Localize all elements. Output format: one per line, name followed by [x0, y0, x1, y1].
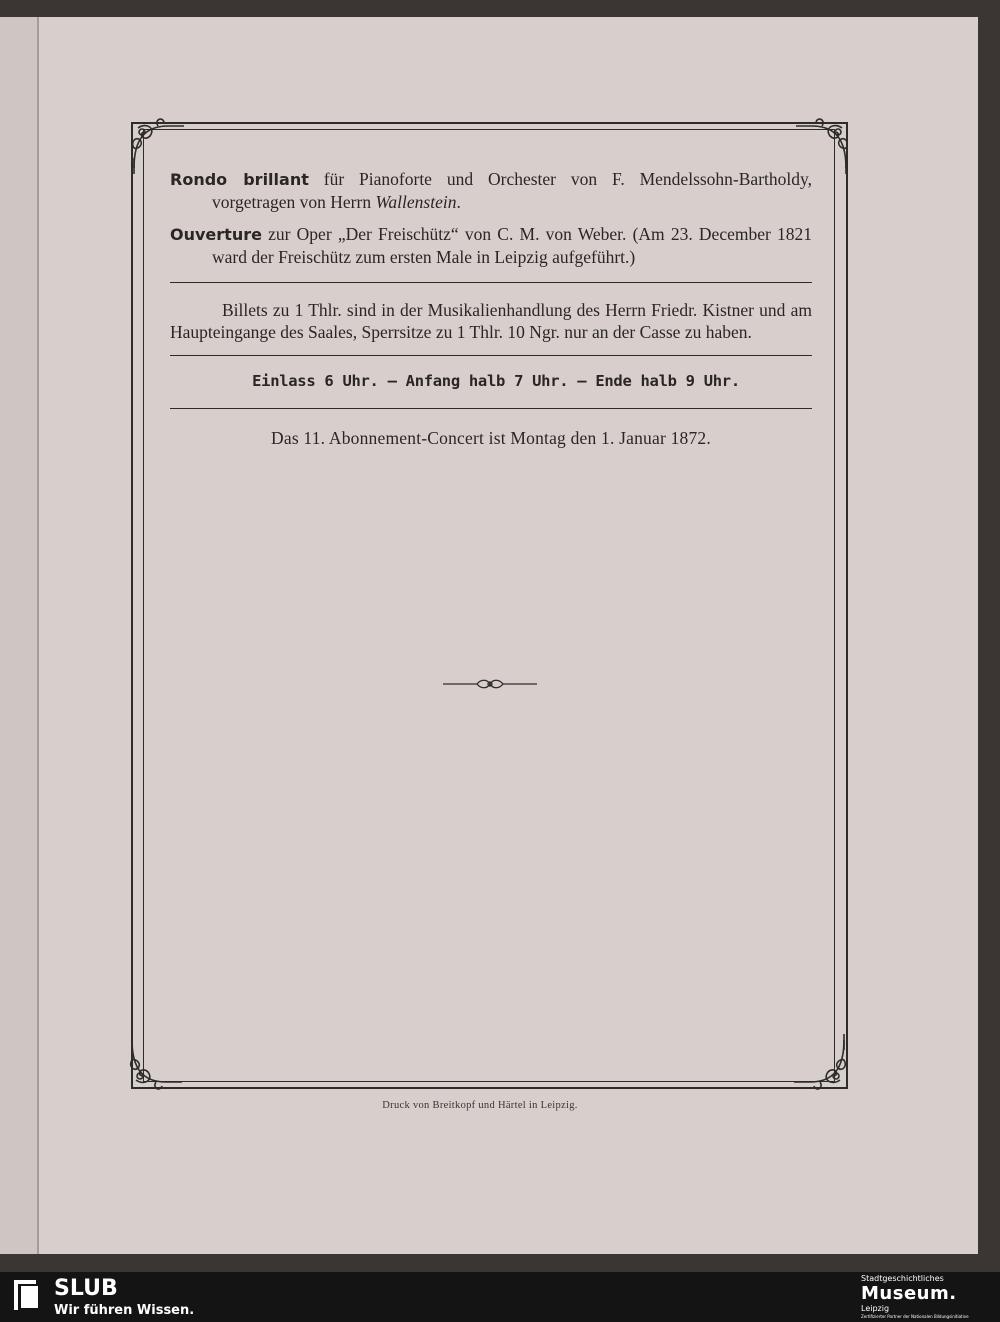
piece-description: für Pianoforte und Orchester von F. Mendelssohn-Bartholdy, vorgetragen von Herrn: [212, 169, 812, 212]
book-icon[interactable]: [12, 1278, 42, 1312]
library-name[interactable]: SLUB: [54, 1276, 118, 1301]
divider-rule: [170, 282, 812, 283]
museum-city: Leipzig: [861, 1304, 890, 1313]
facing-page-edge: [0, 17, 39, 1254]
piece-description-end: .: [456, 192, 461, 212]
library-tagline: Wir führen Wissen.: [54, 1303, 195, 1318]
museum-name: Museum.: [861, 1283, 957, 1304]
program-entry: [170, 223, 812, 268]
piece-title: Rondo brillant: [170, 170, 309, 189]
viewer-footer: [0, 1272, 1000, 1322]
divider-rule: [170, 408, 812, 409]
piece-title: Ouverture: [170, 225, 262, 244]
printer-imprint: Druck von Breitkopf und Härtel in Leipzig.: [382, 1100, 578, 1111]
museum-label: Stadtgeschichtliches: [861, 1274, 944, 1283]
schedule-times: Einlass 6 Uhr. — Anfang halb 7 Uhr. — Ende halb 9 Uhr.: [252, 372, 740, 390]
next-concert-notice: Das 11. Abonnement-Concert ist Montag den 1. Januar 1872.: [271, 428, 711, 448]
piece-description: zur Oper „Der Freischütz“ von C. M. von Weber. (Am 23. December 1821 ward der Freischütz zum ersten Male in Leipzig aufgeführt.): [212, 224, 812, 267]
program-content: [170, 168, 812, 467]
divider-ornament-icon: [441, 676, 539, 692]
corner-ornament-icon: [126, 1030, 186, 1090]
museum-note: Zertifizierter Partner der Nationalen Bildungsinitiative: [861, 1314, 969, 1319]
ticket-info: Billets zu 1 Thlr. sind in der Musikalienhandlung des Herrn Friedr. Kistner und am Haupteingange des Saales, Sperrsitze zu 1 Thlr. 10 Ngr. nur an der Casse zu haben.: [170, 300, 812, 342]
program-entry: [170, 168, 812, 213]
museum-logo[interactable]: [861, 1274, 986, 1320]
soloist-name: Wallenstein: [375, 192, 457, 212]
corner-ornament-icon: [790, 1030, 850, 1090]
divider-rule: [170, 355, 812, 356]
